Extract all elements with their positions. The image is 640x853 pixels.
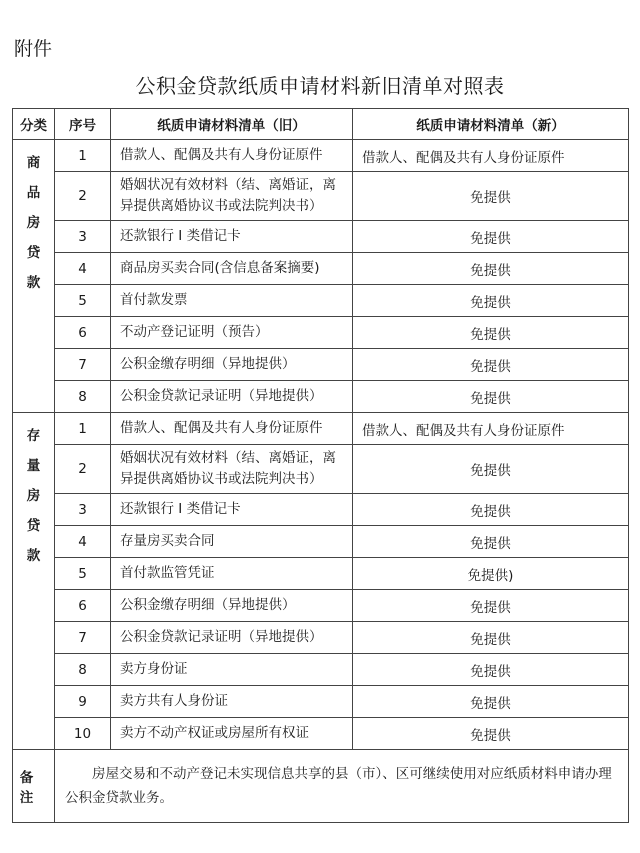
new-material-cell: 借款人、配偶及共有人身份证原件 — [353, 140, 629, 172]
seq-cell: 6 — [55, 590, 111, 622]
header-new: 纸质申请材料清单（新） — [353, 109, 629, 140]
new-material-cell: 免提供 — [353, 381, 629, 413]
category-char: 量 — [26, 458, 41, 474]
old-material-cell: 公积金缴存明细（异地提供） — [111, 349, 353, 381]
note-text: 房屋交易和不动产登记未实现信息共享的县（市）、区可继续使用对应纸质材料申请办理公积金贷款业务。 — [55, 750, 629, 823]
new-material-cell: 免提供 — [353, 590, 629, 622]
seq-cell: 4 — [55, 253, 111, 285]
old-material-cell: 借款人、配偶及共有人身份证原件 — [111, 140, 353, 172]
old-material-cell: 借款人、配偶及共有人身份证原件 — [111, 413, 353, 445]
category-char: 款 — [26, 275, 41, 291]
category-cell — [13, 140, 55, 413]
seq-cell: 5 — [55, 285, 111, 317]
table-row — [13, 654, 629, 686]
comparison-table — [12, 108, 629, 823]
old-material-cell: 公积金缴存明细（异地提供） — [111, 590, 353, 622]
table-row — [13, 686, 629, 718]
new-material-cell: 免提供 — [353, 349, 629, 381]
old-material-cell: 首付款监管凭证 — [111, 558, 353, 590]
table-header-row — [13, 109, 629, 140]
new-material-cell: 免提供 — [353, 718, 629, 750]
seq-cell: 7 — [55, 622, 111, 654]
new-material-cell: 免提供 — [353, 285, 629, 317]
table-row — [13, 590, 629, 622]
table-row — [13, 445, 629, 494]
new-material-cell: 免提供 — [353, 686, 629, 718]
seq-cell: 3 — [55, 494, 111, 526]
new-material-cell: 免提供 — [353, 654, 629, 686]
seq-cell: 1 — [55, 413, 111, 445]
table-row — [13, 381, 629, 413]
seq-cell: 7 — [55, 349, 111, 381]
table-row — [13, 718, 629, 750]
category-char: 房 — [26, 215, 41, 231]
new-material-cell: 免提供 — [353, 526, 629, 558]
seq-cell: 9 — [55, 686, 111, 718]
seq-cell: 2 — [55, 172, 111, 221]
new-material-cell: 借款人、配偶及共有人身份证原件 — [353, 413, 629, 445]
category-char: 贷 — [26, 245, 41, 261]
old-material-cell: 存量房买卖合同 — [111, 526, 353, 558]
header-seq: 序号 — [55, 109, 111, 140]
table-body — [13, 140, 629, 750]
new-material-cell: 免提供 — [353, 317, 629, 349]
old-material-cell: 卖方不动产权证或房屋所有权证 — [111, 718, 353, 750]
seq-cell: 8 — [55, 654, 111, 686]
table-row — [13, 285, 629, 317]
note-row — [13, 750, 629, 823]
category-char: 贷 — [26, 518, 41, 534]
table-row — [13, 494, 629, 526]
seq-cell: 6 — [55, 317, 111, 349]
attachment-label: 附件 — [14, 38, 53, 60]
new-material-cell: 免提供 — [353, 494, 629, 526]
old-material-cell: 不动产登记证明（预告） — [111, 317, 353, 349]
new-material-cell: 免提供 — [353, 622, 629, 654]
new-material-cell: 免提供 — [353, 172, 629, 221]
old-material-cell: 商品房买卖合同(含信息备案摘要) — [111, 253, 353, 285]
table-row — [13, 558, 629, 590]
table-row — [13, 253, 629, 285]
note-label: 备注 — [13, 750, 55, 823]
category-char: 品 — [26, 185, 41, 201]
new-material-cell: 免提供 — [353, 253, 629, 285]
seq-cell: 8 — [55, 381, 111, 413]
old-material-cell: 公积金贷款记录证明（异地提供） — [111, 622, 353, 654]
new-material-cell: 免提供 — [353, 445, 629, 494]
new-material-cell: 免提供) — [353, 558, 629, 590]
seq-cell: 4 — [55, 526, 111, 558]
new-material-cell: 免提供 — [353, 221, 629, 253]
old-material-cell: 卖方共有人身份证 — [111, 686, 353, 718]
category-cell — [13, 413, 55, 750]
table-row — [13, 140, 629, 172]
old-material-cell: 还款银行 I 类借记卡 — [111, 221, 353, 253]
old-material-cell: 首付款发票 — [111, 285, 353, 317]
table-row — [13, 172, 629, 221]
old-material-cell: 卖方身份证 — [111, 654, 353, 686]
old-material-cell: 婚姻状况有效材料（结、离婚证，离异提供离婚协议书或法院判决书） — [111, 445, 353, 494]
seq-cell: 2 — [55, 445, 111, 494]
table-row — [13, 526, 629, 558]
table-row — [13, 622, 629, 654]
document-title: 公积金贷款纸质申请材料新旧清单对照表 — [135, 74, 505, 98]
seq-cell: 5 — [55, 558, 111, 590]
seq-cell: 10 — [55, 718, 111, 750]
seq-cell: 3 — [55, 221, 111, 253]
old-material-cell: 婚姻状况有效材料（结、离婚证，离异提供离婚协议书或法院判决书） — [111, 172, 353, 221]
old-material-cell: 还款银行 I 类借记卡 — [111, 494, 353, 526]
table-row — [13, 413, 629, 445]
table-row — [13, 221, 629, 253]
category-char: 房 — [26, 488, 41, 504]
header-old: 纸质申请材料清单（旧） — [111, 109, 353, 140]
seq-cell: 1 — [55, 140, 111, 172]
old-material-cell: 公积金贷款记录证明（异地提供） — [111, 381, 353, 413]
table-row — [13, 317, 629, 349]
category-char: 存 — [26, 428, 41, 444]
table-row — [13, 349, 629, 381]
header-category: 分类 — [13, 109, 55, 140]
category-char: 商 — [26, 155, 41, 171]
category-char: 款 — [26, 548, 41, 564]
